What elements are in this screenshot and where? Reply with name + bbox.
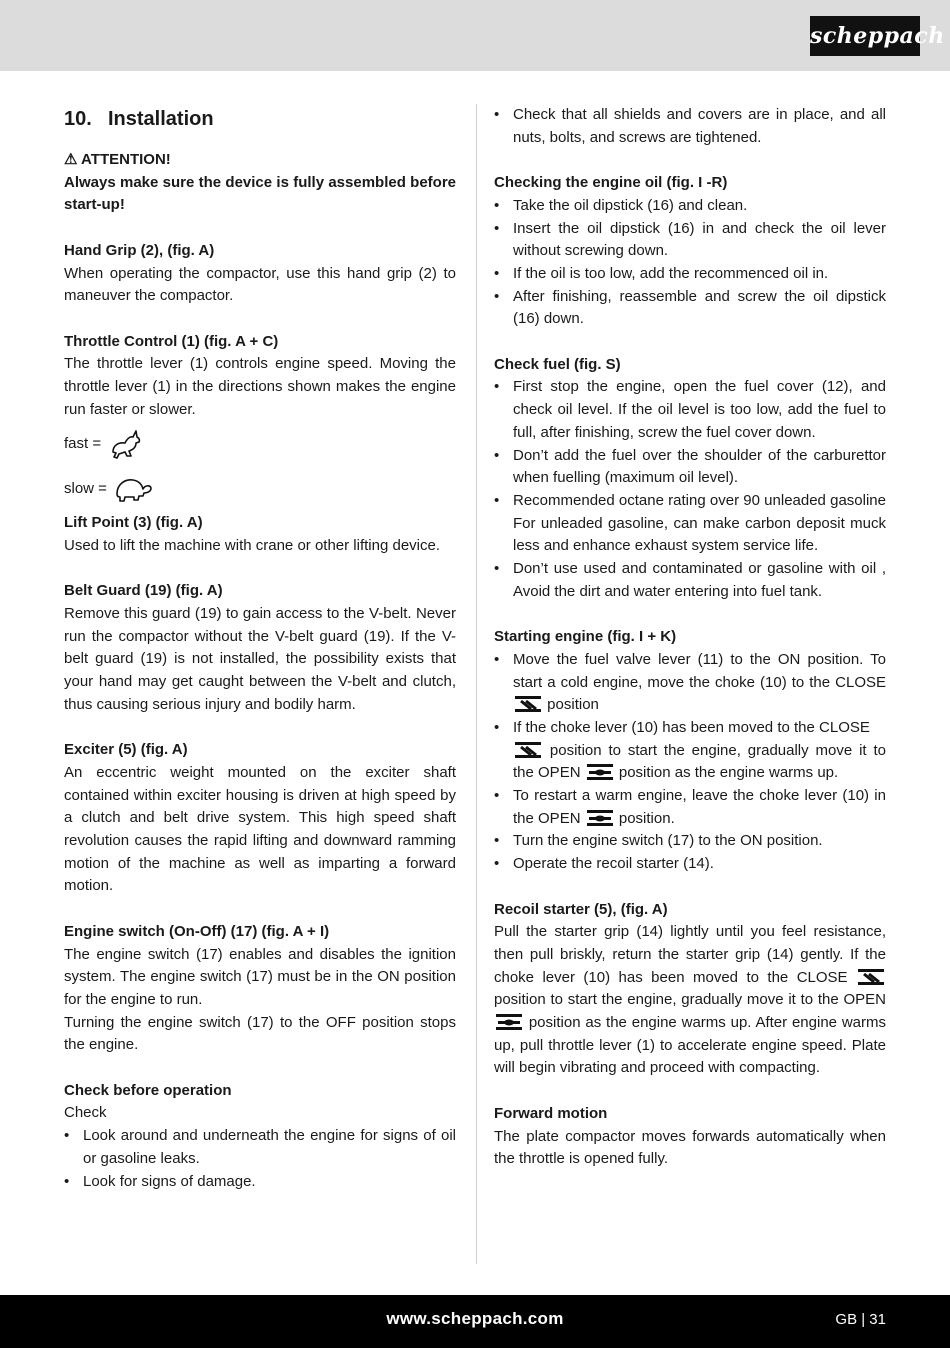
scheppach-logo: scheppach	[810, 16, 920, 56]
page-header	[0, 0, 950, 71]
list-item: • Turn the engine switch (17) to the ON position.	[494, 830, 886, 853]
attention-title: ⚠ ATTENTION!	[64, 151, 171, 168]
list-item: • If the oil is too low, add the recommenced oil in.	[494, 263, 886, 286]
column-divider	[476, 104, 477, 1264]
list-item: • Insert the oil dipstick (16) in and check the oil lever without screwing down.	[494, 218, 886, 263]
section-number: 10.	[64, 108, 92, 130]
page-number: GB | 31	[835, 1311, 886, 1328]
oil-list	[494, 195, 886, 331]
fuel-list	[494, 376, 886, 603]
lift-point-text: Used to lift the machine with crane or other lifting device.	[64, 536, 441, 554]
turtle-icon	[113, 474, 153, 504]
list-item: • Don’t add the fuel over the shoulder of the carburettor when fuelling (maximum oil level).	[494, 445, 886, 490]
hand-grip-title: Hand Grip (2), (fig. A)	[64, 241, 215, 259]
engine-switch-text-1: The engine switch (17) enables and disables the ignition system. The engine switch (17) must be in the ON position for the engine to run.	[64, 945, 456, 1008]
forward-text: The plate compactor moves forwards automatically when the throttle is opened fully.	[494, 1127, 886, 1168]
throttle-text: The throttle lever (1) controls engine speed. Moving the throttle lever (1) in the directions shown makes the engine run faster or slower.	[64, 355, 456, 418]
top-list	[494, 104, 886, 149]
section-title: Installation	[108, 108, 214, 130]
list-item: • To restart a warm engine, leave the choke lever (10) in the OPEN position.	[494, 785, 886, 830]
list-item: • Move the fuel valve lever (11) to the ON position. To start a cold engine, move the choke (10) to the CLOSE position	[494, 649, 886, 717]
list-item: • Take the oil dipstick (16) and clean.	[494, 195, 886, 218]
choke-open-icon	[496, 1014, 522, 1030]
choke-close-icon	[515, 742, 541, 758]
choke-open-icon	[587, 764, 613, 780]
rabbit-icon	[109, 428, 143, 460]
slow-label: slow =	[64, 480, 107, 498]
list-item: • First stop the engine, open the fuel cover (12), and check oil level. If the oil level is too low, add the fuel to full, after finishing, screw the fuel cover down.	[494, 376, 886, 444]
list-item: • Look around and underneath the engine for signs of oil or gasoline leaks.	[64, 1125, 456, 1170]
list-item: • After finishing, reassemble and screw the oil dipstick (16) down.	[494, 286, 886, 331]
forward-title: Forward motion	[494, 1104, 608, 1122]
check-before-list	[64, 1125, 456, 1193]
choke-close-icon	[858, 969, 884, 985]
left-column	[64, 104, 456, 1193]
recoil-text: Pull the starter grip (14) lightly until you feel resistance, then pull briskly, return the starter grip (14) gently. If the choke lever (10) has been moved to the CLOSE position to start the engine, gradually move it to the OPEN position as the engine warms up. After engine warms up, pull throttle lever (1) to accelerate engine speed. Plate will begin vibrating and proceed with compacting.	[494, 923, 887, 1077]
footer-url: www.scheppach.com	[386, 1309, 564, 1328]
fuel-title: Check fuel (fig. S)	[494, 355, 621, 373]
exciter-title: Exciter (5) (fig. A)	[64, 741, 188, 759]
check-before-text: Check	[64, 1104, 107, 1122]
fast-label: fast =	[64, 434, 102, 452]
oil-title: Checking the engine oil (fig. I -R)	[494, 174, 728, 192]
engine-switch-title: Engine switch (On-Off) (17) (fig. A + I)	[64, 922, 330, 940]
list-item: • Operate the recoil starter (14).	[494, 853, 886, 876]
exciter-text: An eccentric weight mounted on the exciter shaft contained within exciter housing is driven at high speed by a clutch and belt drive system. This high speed shaft revolution causes the rapid lifting and downward ramming motion of the machine as well as imparting a forward motion.	[64, 763, 456, 895]
starting-title: Starting engine (fig. I + K)	[494, 628, 677, 646]
choke-open-icon	[587, 810, 613, 826]
fast-row	[64, 421, 456, 466]
list-item: • If the choke lever (10) has been moved to the CLOSE position to start the engine, gradually move it to the OPEN position as the engine warms up.	[494, 717, 886, 785]
right-column	[494, 104, 886, 1171]
recoil-title: Recoil starter (5), (fig. A)	[494, 900, 668, 918]
engine-switch-text-2: Turning the engine switch (17) to the OFF position stops the engine.	[64, 1013, 456, 1054]
section-heading	[64, 104, 456, 134]
list-item: • Don’t use used and contaminated or gasoline with oil , Avoid the dirt and water entering into fuel tank.	[494, 558, 886, 603]
starting-list	[494, 649, 886, 876]
choke-close-icon	[515, 696, 541, 712]
slow-row	[64, 467, 456, 512]
throttle-title: Throttle Control (1) (fig. A + C)	[64, 332, 279, 350]
list-item: • Look for signs of damage.	[64, 1171, 456, 1194]
list-item: • Recommended octane rating over 90 unleaded gasoline For unleaded gasoline, can make carbon deposit muck less and enhance exhaust system service life.	[494, 490, 886, 558]
page-footer	[0, 1295, 950, 1348]
lift-point-title: Lift Point (3) (fig. A)	[64, 514, 203, 532]
belt-guard-text: Remove this guard (19) to gain access to the V-belt. Never run the compactor without the V-belt guard (19). If the V-belt guard (19) is not installed, the possibility exists that your hand may get caught between the V-belt and clutch, thus causing serious injury and bodily harm.	[64, 604, 456, 713]
check-before-title: Check before operation	[64, 1081, 232, 1099]
belt-guard-title: Belt Guard (19) (fig. A)	[64, 582, 223, 600]
hand-grip-text: When operating the compactor, use this hand grip (2) to maneuver the compactor.	[64, 264, 456, 305]
attention-text: Always make sure the device is fully assembled before start-up!	[64, 173, 456, 214]
list-item: • Check that all shields and covers are in place, and all nuts, bolts, and screws are tightened.	[494, 104, 886, 149]
